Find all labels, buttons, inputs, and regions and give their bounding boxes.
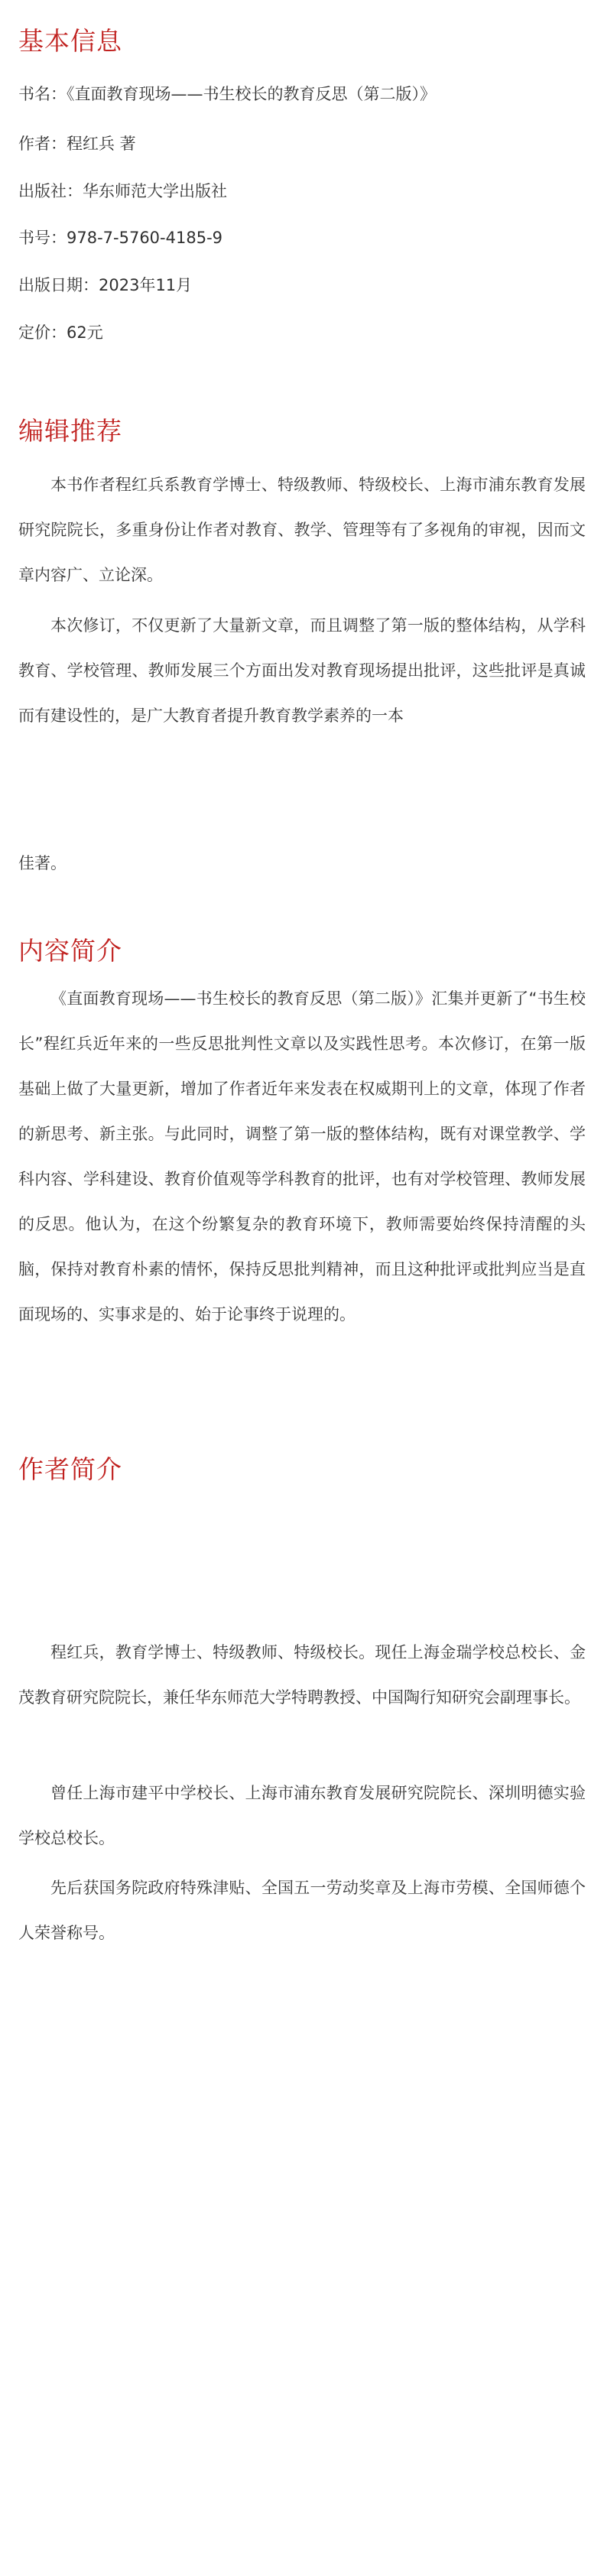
- author-line: 作者：程红兵 著: [18, 135, 136, 153]
- basic-info-heading: 基本信息: [18, 26, 122, 56]
- publish-date-line: 出版日期：2023年11月: [18, 276, 193, 294]
- editor-recommend-paragraph-1: 本书作者程红兵系教育学博士、特级教师、特级校长、上海市浦东教育发展研究院院长，多重身份让作者对教育、教学、管理等有了多视角的审视，因而文章内容广、立论深。: [18, 476, 586, 584]
- author-intro-paragraph-1: 程红兵，教育学博士、特级教师、特级校长。现任上海金瑞学校总校长、金茂教育研究院院长，兼任华东师范大学特聘教授、中国陶行知研究会副理事长。: [18, 1643, 586, 1707]
- content-intro-paragraph: 《直面教育现场——书生校长的教育反思（第二版）》汇集并更新了“书生校长”程红兵近年来的一些反思批判性文章以及实践性思考。本次修订，在第一版基础上做了大量更新，增加了作者近年来发表在权威期刊上的文章，体现了作者的新思考、新主张。与此同时，调整了第一版的整体结构，既有对课堂教学、学科内容、学科建设、教育价值观等学科教育的批评，也有对学校管理、教师发展的反思。他认为，在这个纷繁复杂的教育环境下，教师需要始终保持清醒的头脑，保持对教育朴素的情怀，保持反思批判精神，而且这种批评或批判应当是直面现场的、实事求是的、始于论事终于说理的。: [18, 989, 586, 1324]
- editor-recommend-paragraph-2: 本次修订，不仅更新了大量新文章，而且调整了第一版的整体结构，从学科教育、学校管理、教师发展三个方面出发对教育现场提出批评，这些批评是真诚而有建设性的，是广大教育者提升教育教学素养的一本: [18, 616, 586, 725]
- editor-recommend-heading: 编辑推荐: [18, 416, 122, 446]
- author-intro-paragraph-2: 曾任上海市建平中学校长、上海市浦东教育发展研究院院长、深圳明德实验学校总校长。: [18, 1784, 586, 1847]
- author-intro-paragraph-3: 先后获国务院政府特殊津贴、全国五一劳动奖章及上海市劳模、全国师德个人荣誉称号。: [18, 1879, 586, 1942]
- author-intro-heading: 作者简介: [18, 1454, 122, 1484]
- content-intro-heading: 内容简介: [18, 936, 122, 966]
- publisher-line: 出版社：华东师范大学出版社: [18, 182, 227, 200]
- price-line: 定价：62元: [18, 323, 103, 342]
- editor-recommend-paragraph-3: 佳著。: [18, 854, 67, 872]
- isbn-line: 书号：978-7-5760-4185-9: [18, 229, 223, 247]
- book-title-line: 书名：《直面教育现场——书生校长的教育反思（第二版）》: [18, 85, 436, 103]
